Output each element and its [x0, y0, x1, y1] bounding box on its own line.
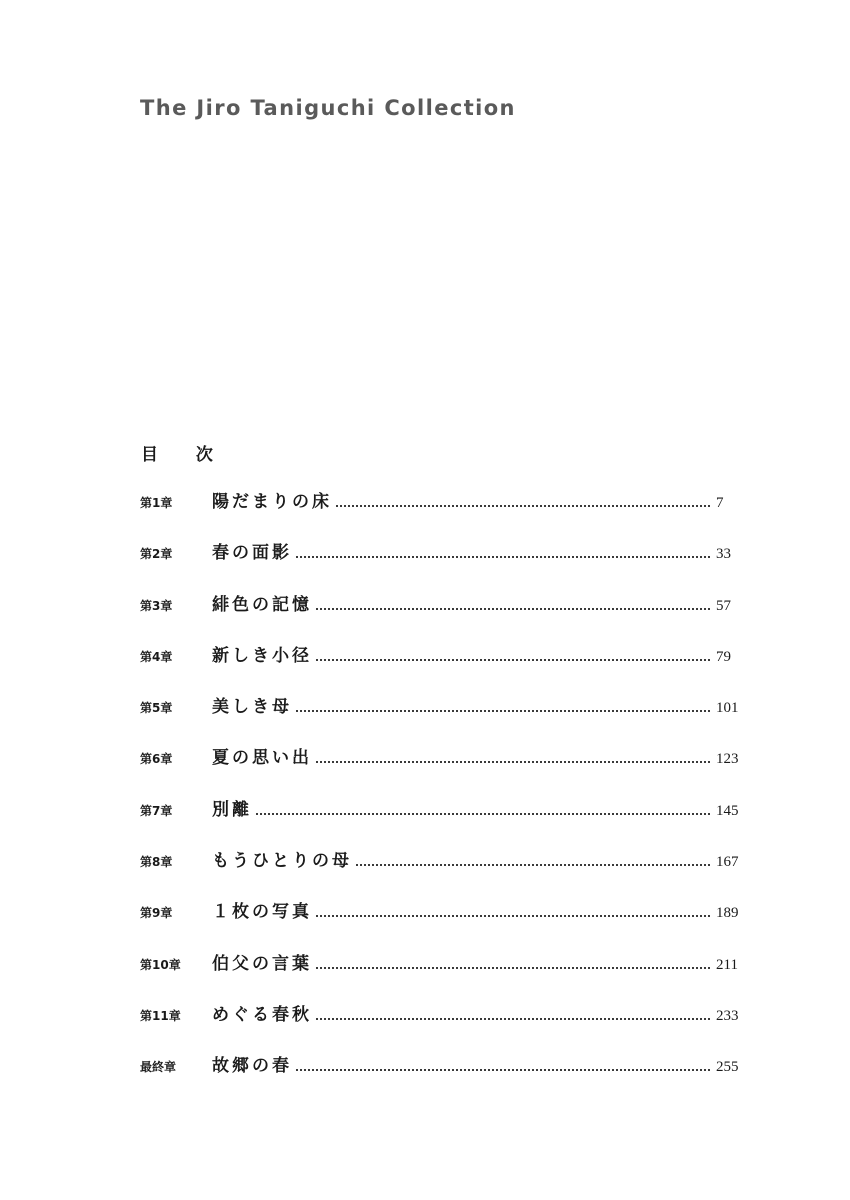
dot-leader: [296, 710, 710, 712]
page-number: 57: [716, 597, 731, 614]
chapter-label: 第5章: [140, 701, 173, 716]
dot-leader: [356, 864, 710, 866]
dot-leader: [316, 967, 710, 969]
chapter-title: 春の面影: [212, 543, 292, 564]
chapter-title: もうひとりの母: [212, 851, 352, 872]
dot-leader: [296, 1069, 710, 1071]
toc-entry-chapter-9: [140, 897, 742, 948]
chapter-title: 陽だまりの床: [212, 492, 332, 512]
chapter-label: 第11章: [140, 1008, 181, 1023]
toc-entry-chapter-6: [140, 743, 742, 794]
page-number: 189: [716, 905, 739, 922]
table-of-contents: [140, 487, 742, 1103]
toc-entry-chapter-8: [140, 846, 742, 897]
toc-entry-chapter-3: [140, 590, 742, 641]
chapter-title: 故郷の春: [212, 1056, 292, 1077]
toc-entry-chapter-7: [140, 795, 742, 846]
dot-leader: [316, 1018, 710, 1020]
chapter-title: 別離: [212, 799, 252, 820]
chapter-label: 第4章: [140, 649, 173, 664]
dot-leader: [256, 813, 710, 815]
chapter-label: 第8章: [140, 855, 173, 870]
toc-entry-chapter-1: [140, 487, 742, 538]
page-number: 233: [716, 1007, 739, 1024]
dot-leader: [316, 659, 710, 661]
chapter-title: めぐる春秋: [212, 1004, 312, 1025]
toc-entry-chapter-2: [140, 538, 742, 589]
page-number: 211: [716, 956, 738, 973]
page-number: 33: [716, 546, 731, 563]
dot-leader: [336, 505, 710, 507]
chapter-label: 第7章: [140, 803, 173, 818]
dot-leader: [316, 761, 710, 763]
page-number: 255: [716, 1059, 739, 1076]
chapter-label: 第3章: [140, 598, 173, 613]
chapter-label: 最終章: [140, 1060, 177, 1075]
toc-entry-chapter-5: [140, 692, 742, 743]
page-number: 123: [716, 751, 739, 768]
toc-entry-final-chapter: [140, 1051, 742, 1102]
page-number: 167: [716, 854, 739, 871]
toc-entry-chapter-4: [140, 641, 742, 692]
chapter-title: 緋色の記憶: [212, 594, 312, 615]
chapter-label: 第2章: [140, 547, 173, 562]
series-title: The Jiro Taniguchi Collection: [140, 96, 516, 120]
page-number: 79: [716, 648, 731, 665]
dot-leader: [296, 556, 710, 558]
page-number: 145: [716, 802, 739, 819]
toc-entry-chapter-10: [140, 949, 742, 1000]
chapter-label: 第1章: [140, 496, 173, 510]
toc-entry-chapter-11: [140, 1000, 742, 1051]
chapter-title: １枚の写真: [212, 902, 312, 923]
chapter-title: 夏の思い出: [212, 748, 312, 769]
dot-leader: [316, 608, 710, 610]
chapter-label: 第10章: [140, 957, 181, 972]
toc-heading: 目 次: [141, 445, 229, 465]
dot-leader: [316, 915, 710, 917]
chapter-label: 第9章: [140, 906, 173, 921]
chapter-title: 新しき小径: [212, 645, 312, 666]
page-number: 7: [716, 495, 724, 511]
chapter-title: 美しき母: [212, 697, 292, 718]
chapter-label: 第6章: [140, 752, 173, 767]
chapter-title: 伯父の言葉: [212, 953, 312, 974]
page-number: 101: [716, 700, 739, 717]
